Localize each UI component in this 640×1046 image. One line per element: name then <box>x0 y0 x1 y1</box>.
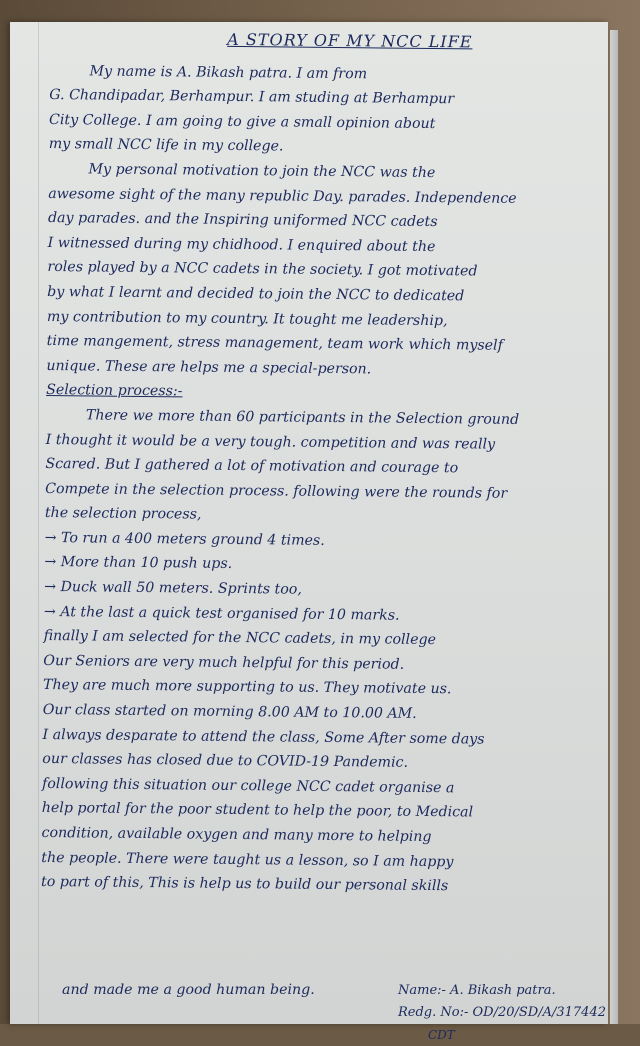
text-line: My name is A. Bikash patra. I am from <box>89 63 368 82</box>
text-line: following this situation our college NCC cadet organise a <box>41 775 455 797</box>
text-line: Our class started on morning 8.00 AM to 10.00 AM. <box>42 701 417 722</box>
signature-name: Name:- A. Bikash patra. <box>398 983 556 998</box>
text-line: time mangement, stress management, team work which myself <box>46 333 503 354</box>
text-line: They are much more supporting to us. They motivate us. <box>43 677 452 698</box>
list-item: → To run a 400 meters ground 4 times. <box>44 529 325 549</box>
text-line: finally I am selected for the NCC cadets, in my college <box>43 628 437 649</box>
text-line: my contribution to my country. It tought me leadership, <box>46 308 448 329</box>
text-line: my small NCC life in my college. <box>48 136 284 155</box>
text-line: G. Chandipadar, Berhampur. I am studing at Berhampur <box>49 87 455 108</box>
text-line: to part of this, This is help us to build our personal skills <box>40 874 449 895</box>
cadet-rank: CDT <box>428 1028 455 1042</box>
list-item: → More than 10 push ups. <box>44 554 233 573</box>
text-line: Compete in the selection process. following were the rounds for <box>45 480 508 502</box>
margin-line <box>38 22 39 1024</box>
list-item: → Duck wall 50 meters. Sprints too, <box>44 579 302 598</box>
text-line: awesome sight of the many republic Day. parades. Independence <box>48 185 517 207</box>
text-line: the people. There were taught us a lesson, so I am happy <box>41 849 454 870</box>
text-line: Scared. But I gathered a lot of motivation and courage to <box>45 456 459 477</box>
text-line: City College. I am going to give a small opinion about <box>48 111 436 132</box>
text-line: day parades. and the Inspiring uniformed NCC cadets <box>47 210 438 231</box>
text-line: the selection process, <box>44 505 202 523</box>
text-line: I thought it would be a very tough. competition and was really <box>45 431 496 453</box>
text-line: our classes has closed due to COVID-19 Pandemic. <box>42 751 409 772</box>
text-line: My personal motivation to join the NCC was the <box>88 161 436 182</box>
text-line: unique. These are helps me a special-person. <box>46 357 372 378</box>
text-line: roles played by a NCC cadets in the society. I got motivated <box>47 259 478 280</box>
text-line: Our Seniors are very much helpful for this period. <box>43 652 405 673</box>
page-title: A STORY OF MY NCC LIFE <box>227 29 473 52</box>
text-line: by what I learnt and decided to join the NCC to dedicated <box>47 283 465 305</box>
text-line: There we more than 60 participants in the Selection ground <box>85 407 520 428</box>
handwritten-text <box>41 26 602 901</box>
registration-number: Redg. No:- OD/20/SD/A/317442 <box>398 1005 606 1020</box>
signature-block <box>398 980 608 1046</box>
list-item: → At the last a quick test organised for 10 marks. <box>43 603 400 624</box>
text-line: I witnessed during my chidhood. I enquired about the <box>47 234 436 255</box>
text-line: I always desparate to attend the class, Some After some days <box>42 726 485 748</box>
text-line-last: and made me a good human being. <box>62 982 315 998</box>
page-edge <box>610 30 618 1024</box>
text-line: condition, available oxygen and many more to helping <box>41 824 432 846</box>
text-line: help portal for the poor student to help the poor, to Medical <box>41 800 474 821</box>
section-heading: Selection process:- <box>46 382 183 400</box>
notebook-page <box>10 22 608 1042</box>
